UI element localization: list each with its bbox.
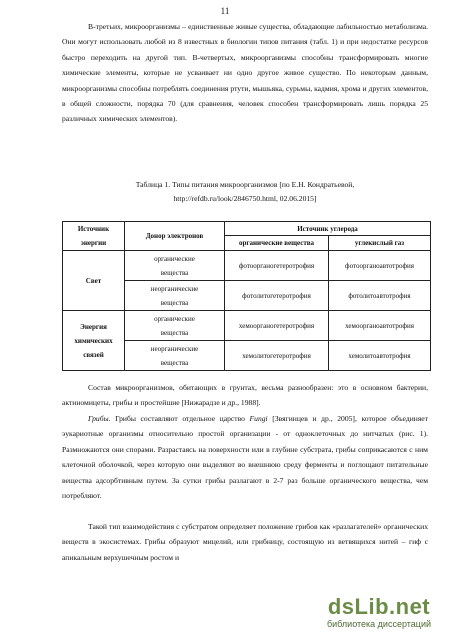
- dslib-tagline: библиотека диссертаций: [326, 619, 431, 629]
- nutrition-types-table: [62, 221, 431, 371]
- fungi-lead: Грибы.: [88, 414, 111, 423]
- fungi-latin: Fungi: [249, 414, 268, 423]
- table-cell: фотолитогетеротрофия: [225, 281, 329, 311]
- dslib-watermark: [320, 596, 438, 629]
- table-caption-line1: Таблица 1. Типы питания микроорганизмов [по Е.Н. Кондратьевой,: [135, 180, 355, 189]
- paragraph-decomposers: Такой тип взаимодействия с субстратом определяет положение грибов как «разлагателей» органических веществ в экосистемах. Грибы образуют мицелий, или грибницу, состоящую из ветвящихся нитей – гиф с апикальным верхушечным ростом и: [62, 522, 428, 562]
- table-cell: хемоорганогетеротрофия: [225, 311, 329, 341]
- donor-organic: органические вещества: [125, 251, 225, 281]
- table-cell: фотоорганогетеротрофия: [225, 251, 329, 281]
- header-energy-source: Источник энергии: [63, 222, 125, 251]
- header-carbon-dioxide: углекислый газ: [329, 236, 431, 251]
- table-cell: хемоорганоавтотрофия: [329, 311, 431, 341]
- paragraph-metabolism: В-третьих, микроорганизмы – единственные живые существа, обладающие лабильностью метаболизма. Они могут использовать любой из 8 известных в биологии типов питания (табл. 1) и при недостатке ресурсов быстро переходить на другой тип. В-четвертых, микроорганизмы способны трансформировать многие химические элементы, которые не усваивает ни одно другое живое существо. По некоторым данным, микроорганизмы способны потреблять соединения ртути, мышьяка, сурьмы, кадмия, хрома и других элементов, в общей сложности, порядка 70 (для сравнения, человек способен трансформировать лишь порядка 25 различных химических элементов).: [62, 22, 428, 124]
- table-caption: [62, 178, 428, 206]
- header-organic-substances: органические вещества: [225, 236, 329, 251]
- page-number: 11: [220, 6, 230, 16]
- header-electron-donor: Донор электронов: [125, 222, 225, 251]
- energy-chemical-bonds: Энергия химических связей: [63, 311, 125, 371]
- header-carbon-source: Источник углерода: [225, 222, 431, 236]
- table-caption-source: http://refdb.ru/look/2846750.html, 02.06.2015]: [173, 194, 317, 203]
- paragraph-fungi: Грибы. Грибы составляют отдельное царство Fungi [Звягинцев и др., 2005], которое объединяет эукариотные организмы относительно простой организации - от одноклеточных до нитчатых (рис. 1). Размножаются они спорами. Разрастаясь на поверхности или в глубине субстрата, грибы соприкасаются с ним клеточной оболочкой, через которую они выделяют во внешнюю среду ферменты и поглощают питательные вещества адсорбтивным путем. За сутки грибы разлагают в 2-7 раз больше органического вещества, чем потребляют.: [62, 414, 428, 501]
- dslib-logo: dsLib.net: [327, 594, 431, 619]
- table-cell: хемолитоавтотрофия: [329, 341, 431, 371]
- table-cell: хемолитогетеротрофия: [225, 341, 329, 371]
- donor-organic: органические вещества: [125, 311, 225, 341]
- donor-inorganic: неорганические вещества: [125, 341, 225, 371]
- table-cell: фотоорганоавтотрофия: [329, 251, 431, 281]
- paragraph-soil-composition: Состав микроорганизмов, обитающих в грунтах, весьма разнообразен: это в основном бактерии, актиномицеты, грибы и простейшие [Нижарадзе и др., 1988].: [62, 383, 428, 408]
- table-cell: фотолитоавтотрофия: [329, 281, 431, 311]
- donor-inorganic: неорганические вещества: [125, 281, 225, 311]
- energy-light: Свет: [63, 251, 125, 311]
